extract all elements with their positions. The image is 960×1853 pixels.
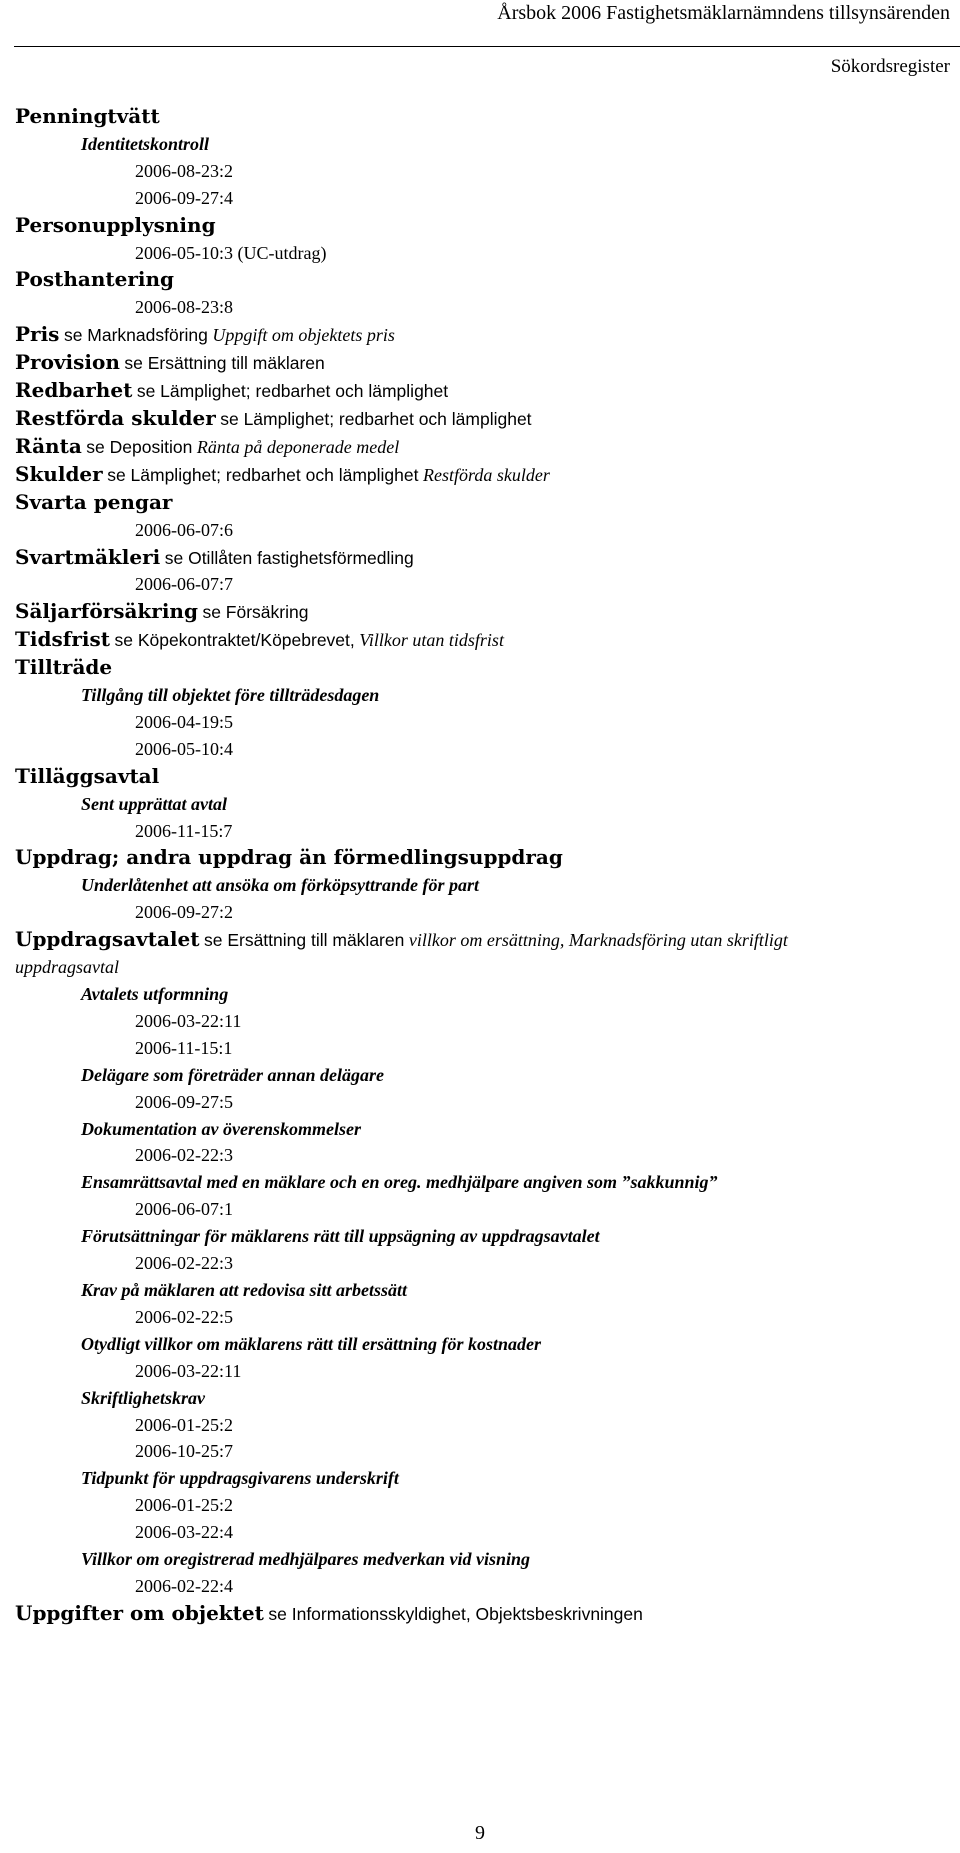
index-subtopic: Tidpunkt för uppdragsgivarens underskrift <box>81 1468 399 1489</box>
italic-reference: Ränta på deponerade medel <box>196 436 400 457</box>
case-reference: 2006-08-23:2 <box>135 160 233 181</box>
index-subtopic: Identitetskontroll <box>81 133 210 154</box>
case-reference: 2006-11-15:7 <box>135 820 233 841</box>
index-term-entry <box>15 926 954 954</box>
header-divider <box>14 46 960 47</box>
index-term: Tilläggsavtal <box>15 763 160 788</box>
index-term: Svartmäkleri <box>15 544 161 569</box>
case-reference: 2006-01-25:2 <box>135 1495 233 1516</box>
see-reference: se Lämplighet; redbarhet och lämplighet <box>107 464 419 485</box>
case-reference: 2006-11-15:1 <box>135 1037 233 1058</box>
case-reference: 2006-03-22:4 <box>135 1522 233 1543</box>
case-reference: 2006-08-23:8 <box>135 297 233 318</box>
index-term: Svarta pengar <box>15 489 173 514</box>
index-term-entry <box>15 266 954 294</box>
case-reference: 2006-02-22:3 <box>135 1253 233 1274</box>
index-subtopic: Villkor om oregistrerad medhjälpares medverkan vid visning <box>81 1549 531 1570</box>
index-subtopic: Tillgång till objektet före tillträdesdagen <box>81 685 380 706</box>
see-reference: se Försäkring <box>202 602 309 623</box>
index-term-entry <box>15 598 954 626</box>
index-term: Pris <box>15 322 60 347</box>
case-reference: 2006-06-07:6 <box>135 519 233 540</box>
running-header-title: Årsbok 2006 Fastighetsmäklarnämndens tillsynsärenden <box>497 2 950 24</box>
case-reference: 2006-03-22:11 <box>135 1010 242 1031</box>
case-reference: 2006-02-22:3 <box>135 1145 233 1166</box>
case-reference: 2006-01-25:2 <box>135 1414 233 1435</box>
italic-reference: Restförda skulder <box>423 464 550 485</box>
see-reference: se Informationsskyldighet, Objektsbeskrivningen <box>268 1603 643 1624</box>
index-term-entry <box>15 405 954 433</box>
index-term: Tidsfrist <box>15 627 110 652</box>
see-reference: se Marknadsföring <box>63 325 208 346</box>
see-reference: se Deposition <box>86 436 193 457</box>
see-reference: se Köpekontraktet/Köpebrevet, <box>114 630 355 651</box>
index-term-entry <box>15 461 954 489</box>
index-term: Tillträde <box>15 655 113 680</box>
index-subtopic: Underlåtenhet att ansöka om förköpsyttrande för part <box>81 875 480 896</box>
index-list <box>15 103 954 1628</box>
index-term-entry <box>15 103 954 131</box>
index-term: Restförda skulder <box>15 405 216 430</box>
index-term-entry <box>15 212 954 240</box>
case-reference: 2006-04-19:5 <box>135 711 233 732</box>
index-term: Uppdrag; andra uppdrag än förmedlingsuppdrag <box>15 845 563 870</box>
index-term-entry <box>15 349 954 377</box>
case-reference: 2006-02-22:5 <box>135 1306 233 1327</box>
index-term: Provision <box>15 350 120 375</box>
index-term: Uppgifter om objektet <box>15 1600 264 1625</box>
case-reference: 2006-09-27:2 <box>135 902 233 923</box>
see-reference: se Ersättning till mäklaren <box>124 353 325 374</box>
see-reference: se Otillåten fastighetsförmedling <box>164 547 414 568</box>
see-reference: se Lämplighet; redbarhet och lämplighet <box>220 408 532 429</box>
italic-reference: Uppgift om objektets pris <box>212 325 395 346</box>
index-term: Skulder <box>15 461 103 486</box>
reference-continuation: uppdragsavtal <box>15 957 120 978</box>
index-term-entry <box>15 489 954 517</box>
index-term: Posthantering <box>15 267 175 292</box>
index-term-entry <box>15 1600 954 1628</box>
index-subtopic: Avtalets utformning <box>81 984 229 1004</box>
page-number: 9 <box>475 1822 485 1844</box>
case-reference: 2006-10-25:7 <box>135 1441 233 1462</box>
index-term-entry <box>15 544 954 572</box>
case-reference: 2006-09-27:4 <box>135 187 233 208</box>
index-term: Redbarhet <box>15 378 133 403</box>
index-term: Penningtvätt <box>15 104 160 128</box>
index-term-entry <box>15 626 954 654</box>
index-subtopic: Dokumentation av överenskommelser <box>81 1118 361 1139</box>
index-term-entry <box>15 433 954 461</box>
index-term-entry <box>15 844 954 872</box>
case-reference: 2006-05-10:3 (UC-utdrag) <box>135 242 327 263</box>
index-term: Uppdragsavtalet <box>15 927 200 952</box>
index-term: Personupplysning <box>15 212 216 237</box>
index-subtopic: Ensamrättsavtal med en mäklare och en oreg. medhjälpare angiven som ”sakkunnig” <box>81 1172 718 1193</box>
see-reference: se Lämplighet; redbarhet och lämplighet <box>136 381 449 402</box>
index-subtopic: Otydligt villkor om mäklarens rätt till ersättning för kostnader <box>81 1333 542 1354</box>
index-term-entry <box>15 377 954 405</box>
section-title: Sökordsregister <box>830 56 950 77</box>
index-subtopic: Delägare som företräder annan delägare <box>81 1064 384 1085</box>
index-term-entry <box>15 321 954 349</box>
case-reference: 2006-09-27:5 <box>135 1091 233 1112</box>
index-term: Ränta <box>15 433 82 458</box>
index-term: Säljarförsäkring <box>15 599 198 624</box>
case-reference: 2006-05-10:4 <box>135 738 233 759</box>
index-subtopic: Skriftlighetskrav <box>81 1387 206 1408</box>
italic-reference: villkor om ersättning, Marknadsföring utan skriftligt <box>408 930 788 951</box>
italic-reference: Villkor utan tidsfrist <box>359 630 504 651</box>
index-subtopic: Förutsättningar för mäklarens rätt till uppsägning av uppdragsavtalet <box>81 1226 600 1247</box>
index-subtopic: Sent upprättat avtal <box>81 793 228 814</box>
index-term-entry <box>15 654 954 682</box>
case-reference: 2006-02-22:4 <box>135 1575 233 1596</box>
case-reference: 2006-06-07:1 <box>135 1199 233 1220</box>
case-reference: 2006-03-22:11 <box>135 1360 242 1381</box>
index-term-entry <box>15 763 954 791</box>
case-reference: 2006-06-07:7 <box>135 574 233 595</box>
see-reference: se Ersättning till mäklaren <box>203 930 405 951</box>
index-subtopic: Krav på mäklaren att redovisa sitt arbetssätt <box>81 1279 408 1300</box>
